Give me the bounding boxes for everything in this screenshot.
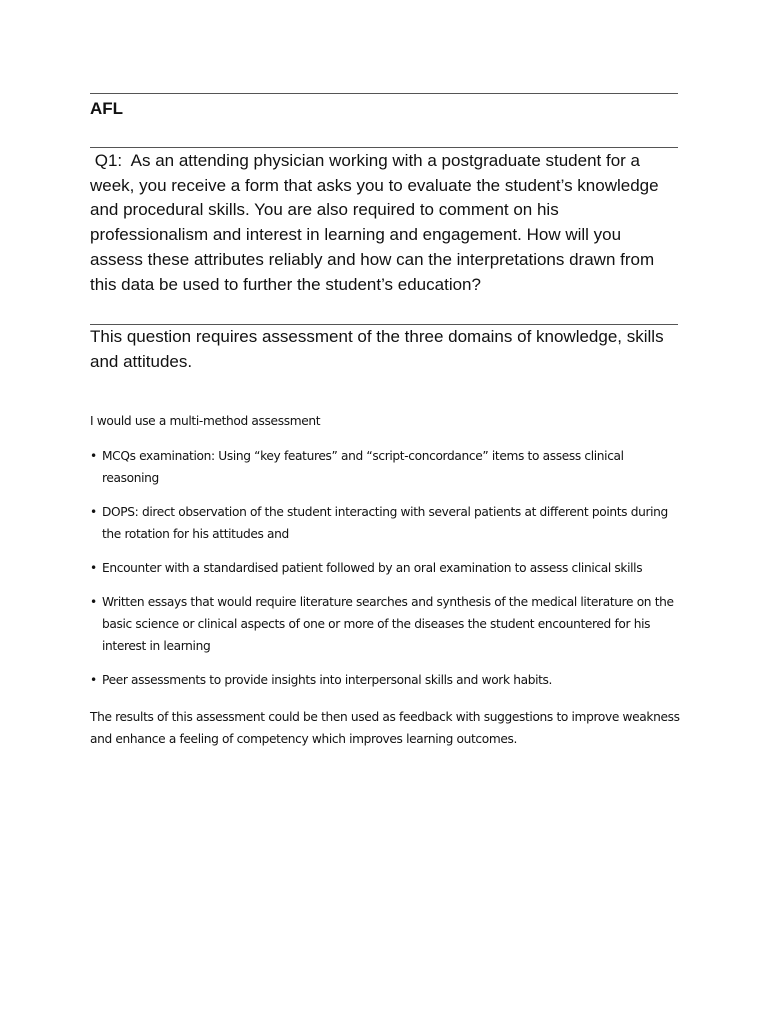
bullet-marker: • [90,561,97,575]
document-title: AFL [90,99,124,118]
list-item-text: Encounter with a standardised patient followed by an oral examination to assess clinical skills [102,561,643,575]
answer-closing: The results of this assessment could be then used as feedback with suggestions to improve weakness and enhance a feeling of competency which improves learning outcomes. [90,710,680,746]
list-item [90,669,680,691]
assessment-method-list [90,445,680,703]
list-item [90,501,680,545]
question-text: Q1: As an attending physician working with a postgraduate student for a week, you receive a form that asks you to evaluate the student’s knowledge and procedural skills. You are also required to comment on his professionalism and interest in learning and engagement. How will you assess these attributes reliably and how can the interpretations drawn from this data be used to further the student’s education? [90,151,664,294]
bullet-marker: • [90,449,97,463]
bullet-marker: • [90,673,97,687]
list-item [90,557,680,579]
list-item-text: Peer assessments to provide insights into interpersonal skills and work habits. [102,673,553,687]
list-item-text: Written essays that would require literature searches and synthesis of the medical literature on the basic science or clinical aspects of one or more of the diseases the student encountered for his interest in learning [102,595,674,653]
list-item-text: MCQs examination: Using “key features” and “script-concordance” items to assess clinical reasoning [102,449,624,485]
bullet-marker: • [90,595,97,609]
answer-lead: I would use a multi-method assessment [90,414,321,428]
bullet-marker: • [90,505,97,519]
list-item [90,591,680,657]
list-item [90,445,680,489]
answer-intro: This question requires assessment of the three domains of knowledge, skills and attitudes. [90,327,664,371]
top-divider [90,93,678,94]
title-divider [90,147,678,148]
list-item-text: DOPS: direct observation of the student interacting with several patients at different points during the rotation for his attitudes and [102,505,668,541]
